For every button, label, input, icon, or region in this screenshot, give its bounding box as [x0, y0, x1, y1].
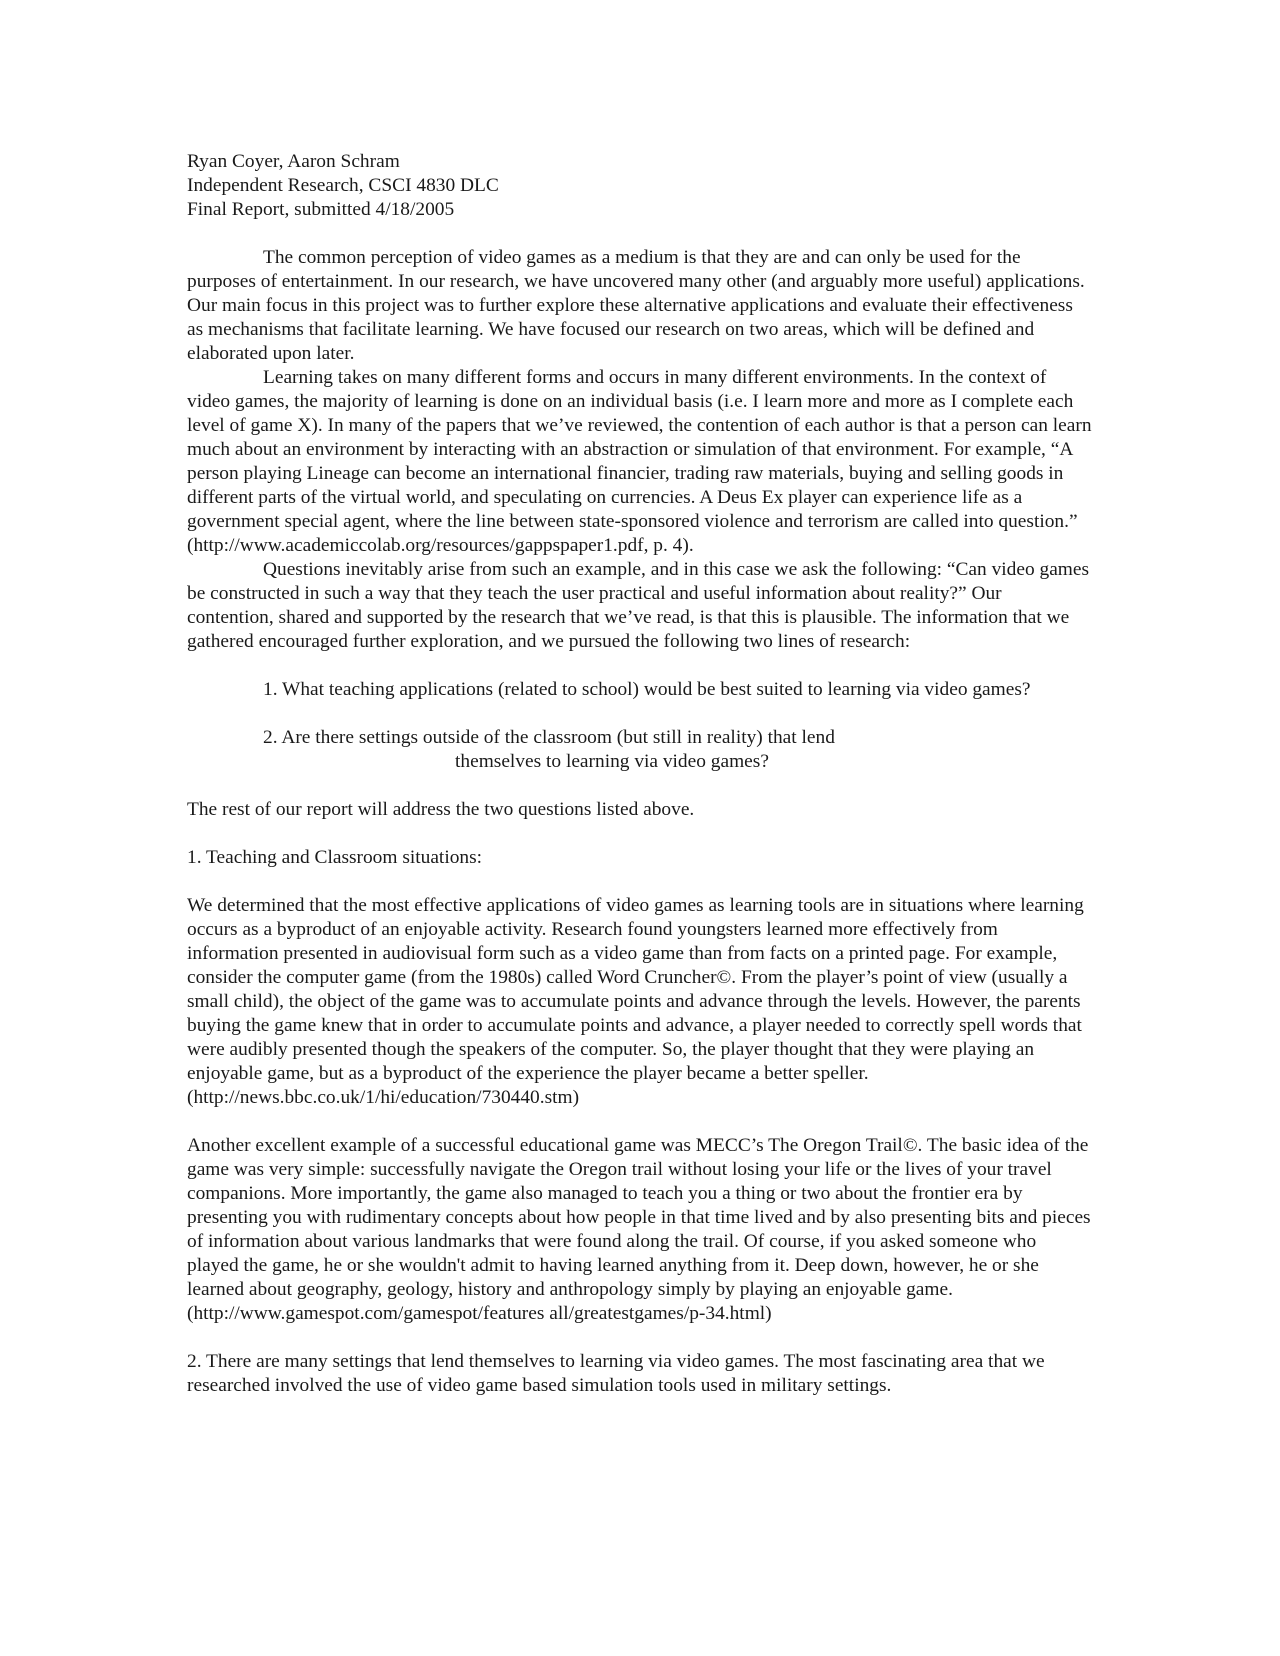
- report-date-line: Final Report, submitted 4/18/2005: [187, 199, 455, 220]
- header-block: [187, 150, 1092, 222]
- course-line: Independent Research, CSCI 4830 DLC: [187, 175, 499, 196]
- section-1-heading: 1. Teaching and Classroom situations:: [187, 847, 483, 868]
- intro-paragraph-3: Questions inevitably arise from such an example, and in this case we ask the following: “Can video games be constructed in such a way that they teach the user practical and useful information about reality?” Our contention, shared and supported by the research that we’ve read, is that this is plausible. The information that we gathered encouraged further exploration, and we pursued the following two lines of research:: [187, 559, 1090, 652]
- section-1-paragraph-1: We determined that the most effective applications of video games as learning tools are in situations where learning occurs as a byproduct of an enjoyable activity. Research found youngsters learned more effectively from information presented in audiovisual form such as a video game than from facts on a printed page. For example, consider the computer game (from the 1980s) called Word Cruncher©. From the player’s point of view (usually a small child), the object of the game was to accumulate points and advance through the levels. However, the parents buying the game knew that in order to accumulate points and advance, a player needed to correctly spell words that were audibly presented though the speakers of the computer. So, the player thought that they were playing an enjoyable game, but as a byproduct of the experience the player became a better speller.: [187, 895, 1084, 1084]
- intro-paragraph-1: The common perception of video games as a medium is that they are and can only be used for the purposes of entertainment. In our research, we have uncovered many other (and arguably more useful) applications. Our main focus in this project was to further explore these alternative applications and evaluate their effectiveness as mechanisms that facilitate learning. We have focused our research on two areas, which will be defined and elaborated upon later.: [187, 247, 1085, 364]
- transition-sentence: The rest of our report will address the two questions listed above.: [187, 799, 695, 820]
- document-page: [187, 150, 1092, 1398]
- section-1-paragraph-2: Another excellent example of a successful educational game was MECC’s The Oregon Trail©. The basic idea of the game was very simple: successfully navigate the Oregon trail without losing your life or the lives of your travel companions. More importantly, the game also managed to teach you a thing or two about the frontier era by presenting you with rudimentary concepts about how people in that time lived and by also presenting bits and pieces of information about various landmarks that were found along the trail. Of course, if you asked someone who played the game, he or she wouldn't admit to having learned anything from it. Deep down, however, he or she learned about geography, geology, history and anthropology simply by playing an enjoyable game.: [187, 1135, 1091, 1300]
- intro-paragraph-2-text: Learning takes on many different forms and occurs in many different environments. In the context of video games, the majority of learning is done on an individual basis (i.e. I learn more and more as I complete each level of game X). In many of the papers that we’ve reviewed, the contention of each author is that a person can learn much about an environment by interacting with an abstraction or simulation of that environment. For example, “A person playing Lineage can become an international financier, trading raw materials, buying and selling goods in different parts of the virtual world, and speculating on currencies. A Deus Ex player can experience life as a government special agent, where the line between state-sponsored violence and terrorism are called into question.”: [187, 367, 1092, 532]
- author-line: Ryan Coyer, Aaron Schram: [187, 151, 400, 172]
- research-question-1: 1. What teaching applications (related to school) would be best suited to learning via video games?: [263, 679, 1031, 700]
- research-question-2-line-1: 2. Are there settings outside of the classroom (but still in reality) that lend: [263, 727, 835, 748]
- research-question-2-line-2: themselves to learning via video games?: [455, 751, 769, 772]
- intro-paragraph-2-citation: (http://www.academiccolab.org/resources/gappspaper1.pdf, p. 4).: [187, 535, 694, 556]
- intro-paragraph-2: [187, 366, 1092, 534]
- research-question-2: [187, 726, 1092, 774]
- section-1-paragraph-1-citation: (http://news.bbc.co.uk/1/hi/education/730440.stm): [187, 1087, 580, 1108]
- section-2-paragraph-1: 2. There are many settings that lend themselves to learning via video games. The most fascinating area that we researched involved the use of video game based simulation tools used in military settings.: [187, 1351, 1045, 1396]
- section-1-paragraph-2-citation: (http://www.gamespot.com/gamespot/features all/greatestgames/p-34.html): [187, 1303, 772, 1324]
